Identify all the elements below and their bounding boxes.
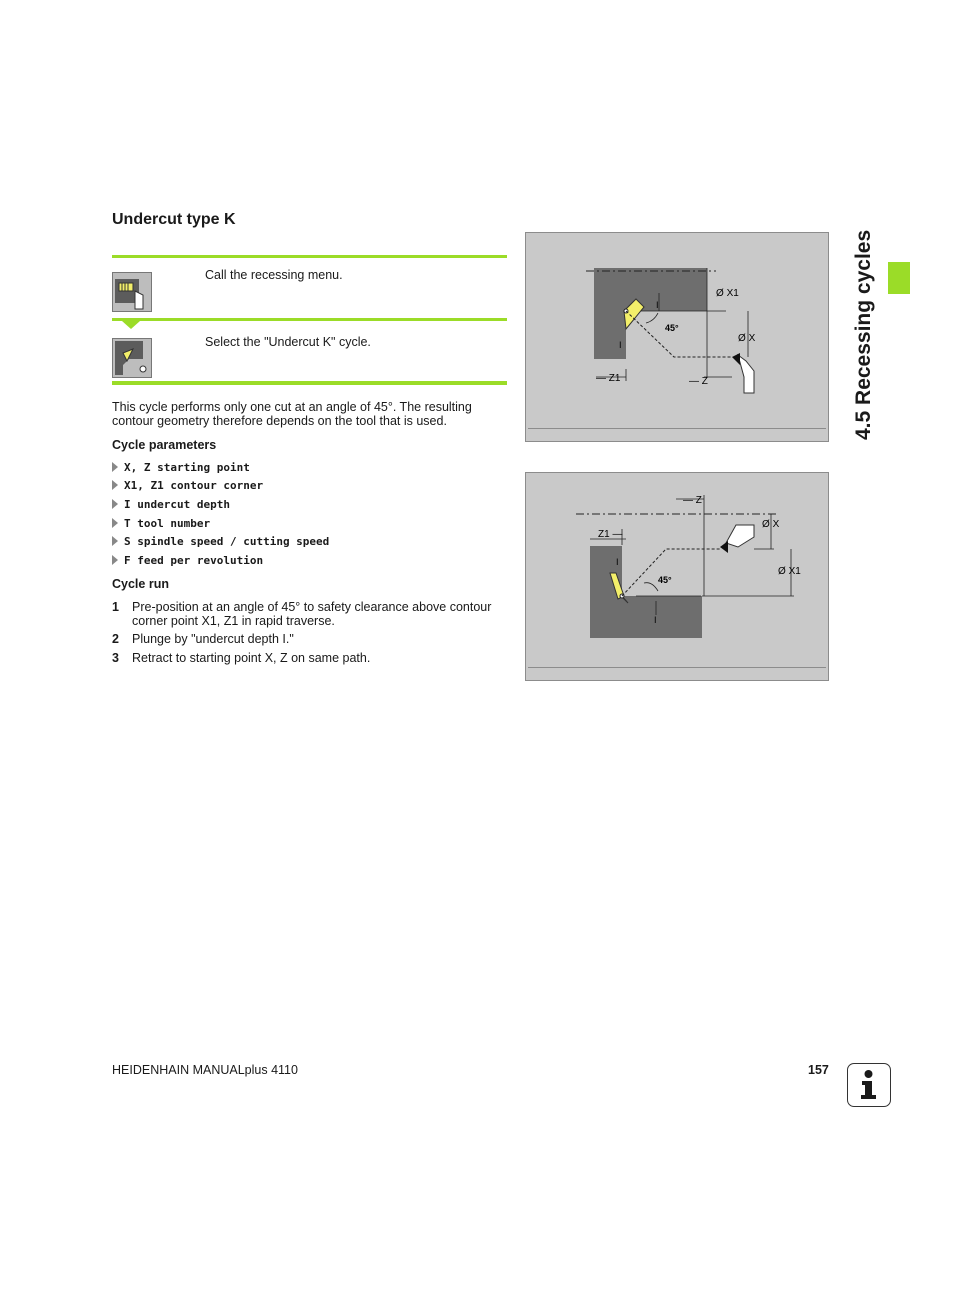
step-arrow: [122, 321, 140, 329]
description: This cycle performs only one cut at an angle of 45°. The resulting contour geometry therefore depends on the tool that is used.: [112, 400, 472, 428]
step-call-recessing-text: Call the recessing menu.: [205, 268, 343, 282]
bullet-triangle-icon: [112, 555, 118, 565]
parameter-item: S spindle speed / cutting speed: [112, 535, 329, 548]
cycle-parameters-heading: Cycle parameters: [112, 438, 217, 452]
info-icon: [847, 1063, 891, 1107]
chapter-tab-marker: [888, 262, 910, 294]
parameter-item: X1, Z1 contour corner: [112, 479, 263, 492]
label-angle: 45°: [665, 323, 679, 333]
page-number: 157: [808, 1063, 829, 1077]
undercut-k-icon[interactable]: [112, 338, 152, 378]
parameter-item: F feed per revolution: [112, 554, 263, 567]
label-i: I: [656, 300, 659, 310]
parameter-item: X, Z starting point: [112, 461, 250, 474]
parameter-item: T tool number: [112, 517, 210, 530]
figure-footer-line: [528, 428, 826, 429]
bullet-triangle-icon: [112, 462, 118, 472]
section-title: Undercut type K: [112, 211, 236, 228]
recessing-menu-icon[interactable]: [112, 272, 152, 312]
figure-undercut-k-outer: [525, 232, 829, 442]
figure-undercut-k-inner: [525, 472, 829, 681]
label-i: I: [616, 557, 619, 567]
label-dia-x: Ø X: [738, 333, 756, 344]
bullet-triangle-icon: [112, 499, 118, 509]
label-i: I: [654, 615, 657, 625]
label-dia-x1: Ø X1: [716, 288, 739, 299]
chapter-side-title: 4.5 Recessing cycles: [852, 229, 875, 440]
workpiece: [594, 268, 707, 359]
bullet-triangle-icon: [112, 518, 118, 528]
label-z: — Z: [689, 376, 708, 387]
label-angle: 45°: [658, 575, 672, 585]
cycle-run-heading: Cycle run: [112, 577, 169, 591]
label-dia-x: Ø X: [762, 519, 780, 530]
label-z1: — Z1: [596, 373, 621, 384]
label-dia-x1: Ø X1: [778, 566, 801, 577]
label-z: — Z: [683, 495, 702, 506]
divider: [112, 381, 507, 385]
footer-title: HEIDENHAIN MANUALplus 4110: [112, 1063, 298, 1077]
step-select-cycle-text: Select the "Undercut K" cycle.: [205, 335, 371, 349]
divider: [112, 318, 507, 321]
divider: [112, 255, 507, 258]
parameter-item: I undercut depth: [112, 498, 230, 511]
bullet-triangle-icon: [112, 536, 118, 546]
label-z1: Z1 —: [598, 529, 623, 540]
label-i: I: [619, 340, 622, 350]
figure-footer-line: [528, 667, 826, 668]
workpiece: [590, 546, 702, 638]
bullet-triangle-icon: [112, 480, 118, 490]
